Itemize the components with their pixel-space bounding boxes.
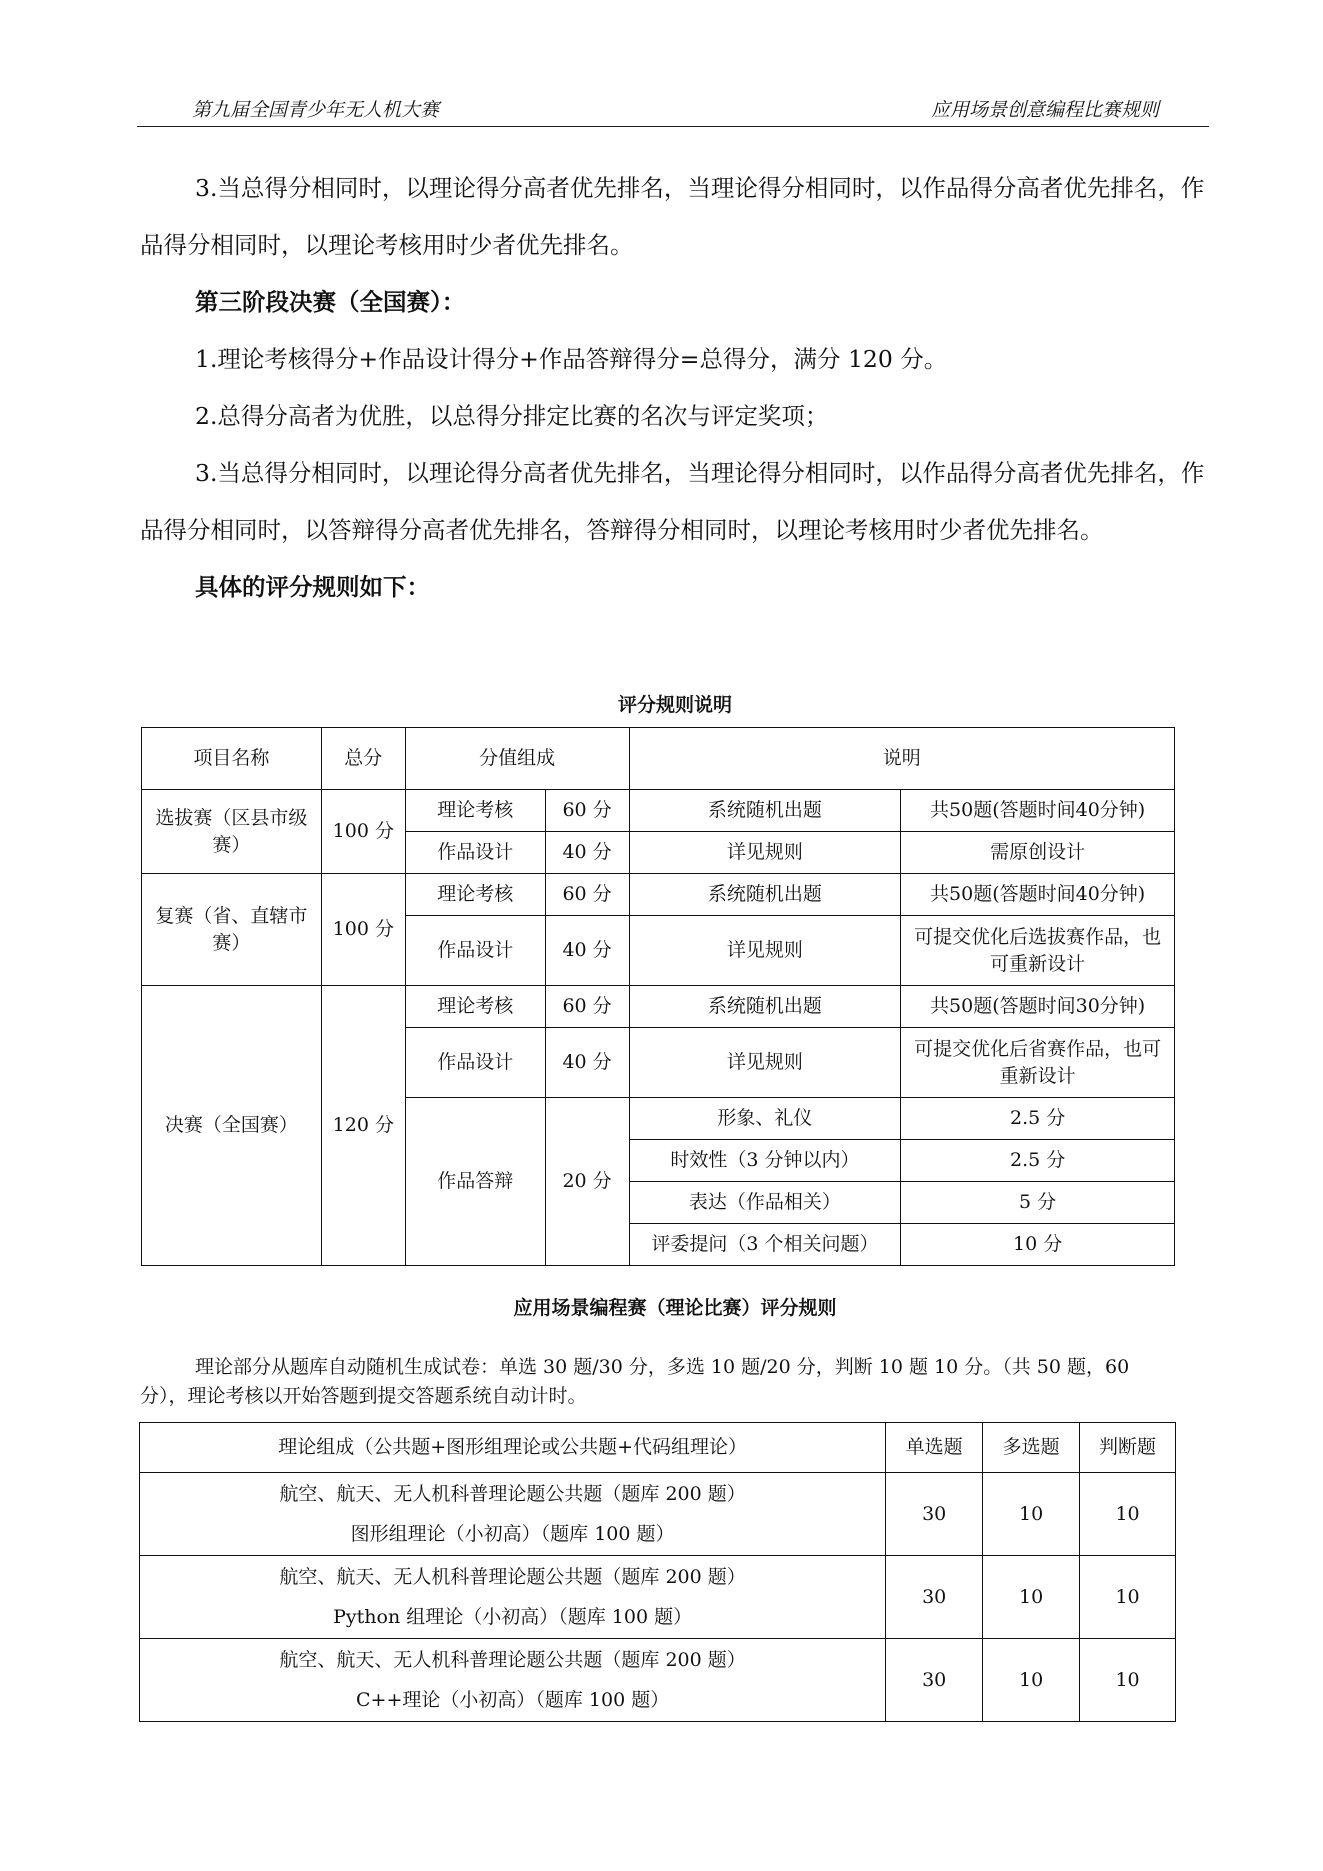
table-row [140, 1556, 1176, 1639]
defense-desc: 时效性（3 分钟以内） [629, 1140, 901, 1182]
item-name: 作品设计 [405, 1028, 545, 1098]
item-note: 需原创设计 [901, 832, 1175, 874]
header-right-title: 应用场景创意编程比赛规则 [930, 99, 1159, 121]
item-score: 40 分 [545, 916, 629, 986]
table1-caption: 评分规则说明 [617, 694, 732, 716]
theory-table [139, 1422, 1176, 1722]
item-desc: 系统随机出题 [629, 986, 901, 1028]
item-score: 40 分 [545, 1028, 629, 1098]
item-desc: 详见规则 [629, 832, 901, 874]
item-desc: 详见规则 [629, 1028, 901, 1098]
item-note: 可提交优化后选拔赛作品，也可重新设计 [901, 916, 1175, 986]
multi-count: 10 [983, 1473, 1080, 1556]
group-total: 100 分 [321, 874, 405, 986]
header-cell: 理论组成（公共题+图形组理论或公共题+代码组理论） [140, 1423, 886, 1473]
group-name: 选拔赛（区县市级赛） [142, 790, 322, 874]
item-score: 40 分 [545, 832, 629, 874]
table-header-row [142, 728, 1175, 790]
judge-count: 10 [1080, 1556, 1176, 1639]
defense-note: 2.5 分 [901, 1140, 1175, 1182]
paragraph-rank-rule-stage3: 3.当总得分相同时，以理论得分高者优先排名，当理论得分相同时，以作品得分高者优先排名，作品得分相同时，以答辩得分高者优先排名，答辩得分相同时，以理论考核用时少者优先排名。 [140, 459, 1205, 544]
group-total: 100 分 [321, 790, 405, 874]
item-note: 共50题(答题时间30分钟) [901, 986, 1175, 1028]
item-score: 60 分 [545, 790, 629, 832]
paragraph-winner: 2.总得分高者为优胜，以总得分排定比赛的名次与评定奖项； [195, 402, 829, 430]
header-cell: 多选题 [983, 1423, 1080, 1473]
composition-line: Python 组理论（小初高）（题库 100 题） [333, 1606, 693, 1628]
composition-line: 航空、航天、无人机科普理论题公共题（题库 200 题） [279, 1483, 746, 1505]
table2-caption: 应用场景编程赛（理论比赛）评分规则 [513, 1297, 837, 1319]
single-count: 30 [886, 1639, 983, 1722]
defense-note: 10 分 [901, 1224, 1175, 1266]
item-desc: 系统随机出题 [629, 874, 901, 916]
composition-line: 航空、航天、无人机科普理论题公共题（题库 200 题） [279, 1566, 746, 1588]
multi-count: 10 [983, 1639, 1080, 1722]
composition-line: 航空、航天、无人机科普理论题公共题（题库 200 题） [279, 1649, 746, 1671]
header-cell: 单选题 [886, 1423, 983, 1473]
item-desc: 系统随机出题 [629, 790, 901, 832]
group-total: 120 分 [321, 986, 405, 1266]
defense-desc: 评委提问（3 个相关问题） [629, 1224, 901, 1266]
multi-count: 10 [983, 1556, 1080, 1639]
defense-note: 2.5 分 [901, 1098, 1175, 1140]
item-name: 理论考核 [405, 790, 545, 832]
group-name: 决赛（全国赛） [142, 986, 322, 1266]
header-left-title: 第九届全国青少年无人机大赛 [192, 99, 440, 121]
defense-score: 20 分 [545, 1098, 629, 1266]
item-note: 共50题(答题时间40分钟) [901, 874, 1175, 916]
item-score: 60 分 [545, 986, 629, 1028]
paragraph-rank-rule-stage2: 3.当总得分相同时，以理论得分高者优先排名，当理论得分相同时，以作品得分高者优先排名，作品得分相同时，以理论考核用时少者优先排名。 [140, 174, 1205, 259]
defense-desc: 形象、礼仪 [629, 1098, 901, 1140]
group-name: 复赛（省、直辖市赛） [142, 874, 322, 986]
table-row [142, 790, 1175, 832]
scoring-table [141, 727, 1175, 1266]
table-header-row [140, 1423, 1176, 1473]
paragraph-total-score: 1.理论考核得分+作品设计得分+作品答辩得分=总得分，满分 120 分。 [195, 345, 948, 373]
theory-composition [140, 1639, 886, 1722]
item-name: 作品设计 [405, 832, 545, 874]
item-name: 作品设计 [405, 916, 545, 986]
header-cell: 总分 [321, 728, 405, 790]
theory-composition [140, 1473, 886, 1556]
single-count: 30 [886, 1473, 983, 1556]
single-count: 30 [886, 1556, 983, 1639]
header-cell: 项目名称 [142, 728, 322, 790]
item-note: 可提交优化后省赛作品，也可重新设计 [901, 1028, 1175, 1098]
heading-scoring-rules: 具体的评分规则如下： [195, 573, 430, 601]
page-header [137, 92, 1209, 127]
table-row [140, 1473, 1176, 1556]
item-name: 理论考核 [405, 874, 545, 916]
header-cell: 判断题 [1080, 1423, 1176, 1473]
theory-note: 理论部分从题库自动随机生成试卷：单选 30 题/30 分，多选 10 题/20 分，判断 10 题 10 分。（共 50 题，60 分），理论考核以开始答题到提交答题系统自动计时。 [140, 1356, 1130, 1407]
defense-desc: 表达（作品相关） [629, 1182, 901, 1224]
defense-item: 作品答辩 [405, 1098, 545, 1266]
judge-count: 10 [1080, 1473, 1176, 1556]
item-desc: 详见规则 [629, 916, 901, 986]
theory-composition [140, 1556, 886, 1639]
table-row [142, 986, 1175, 1028]
judge-count: 10 [1080, 1639, 1176, 1722]
header-cell: 分值组成 [405, 728, 629, 790]
composition-line: C++理论（小初高）（题库 100 题） [355, 1689, 670, 1711]
item-note: 共50题(答题时间40分钟) [901, 790, 1175, 832]
item-name: 理论考核 [405, 986, 545, 1028]
body-text [140, 160, 1210, 616]
heading-stage3: 第三阶段决赛（全国赛）： [195, 288, 466, 316]
defense-note: 5 分 [901, 1182, 1175, 1224]
composition-line: 图形组理论（小初高）（题库 100 题） [350, 1523, 675, 1545]
table-row [140, 1639, 1176, 1722]
item-score: 60 分 [545, 874, 629, 916]
table-row [142, 874, 1175, 916]
header-cell: 说明 [629, 728, 1174, 790]
